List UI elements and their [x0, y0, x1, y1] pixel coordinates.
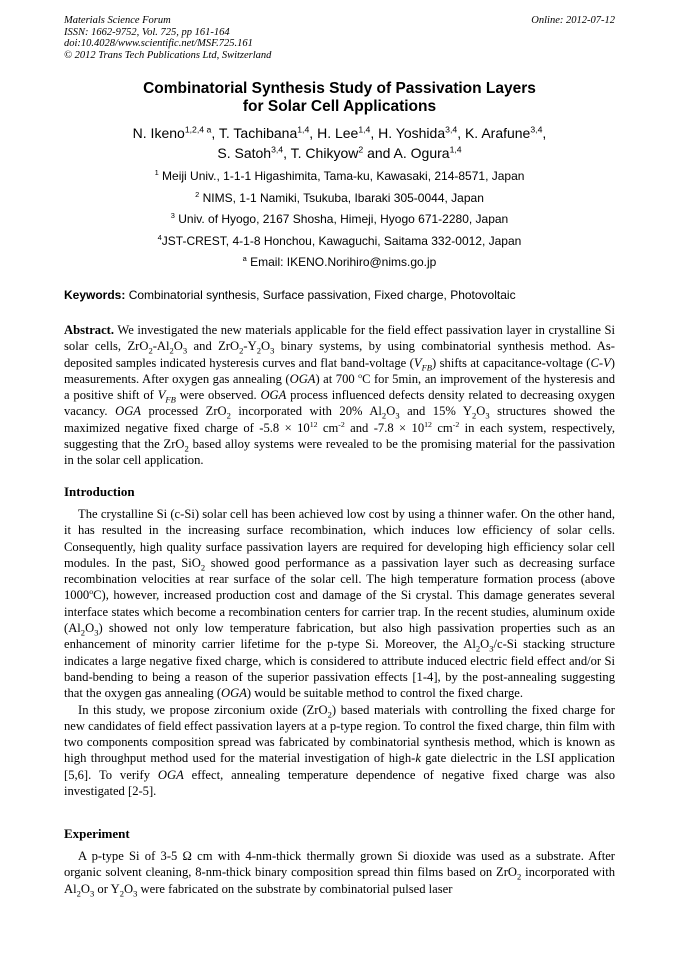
author-line-2: S. Satoh$^{3,4}$, T. Chikyow$^2$ and A. Ogura$^{1,4}$ [217, 143, 462, 161]
body-text: ) showed not only low temperature fabrication, but also high passivation properties such as an enhancement of minority carrier lifetime for the p-type Si. Moreover, the Al [64, 621, 615, 652]
superscript: -2 [452, 419, 460, 429]
subscript: 2 [76, 888, 81, 899]
introduction-paragraph [64, 702, 615, 800]
affiliation-text: NIMS, 1-1 Namiki, Tsukuba, Ibaraki 305-0044, Japan [202, 190, 484, 205]
superscript: o [358, 370, 363, 380]
subscript: 3 [182, 345, 188, 356]
subscript: 2 [148, 345, 153, 356]
affiliation-text: Meiji Univ., 1-1-1 Higashimita, Tama-ku, Kawasaki, 214-8571, Japan [162, 169, 525, 183]
subscript: 2 [381, 411, 387, 421]
subscript: FB [421, 362, 433, 373]
subscript: FB [165, 394, 176, 405]
abstract-text: binary systems, by using combinatorial synthesis method. As-deposited samples indicated hysteresis curves and flat band-voltage ( [64, 339, 615, 370]
abstract-text: were observed. [175, 388, 261, 403]
body-text: In this study, we propose zirconium oxide (ZrO [78, 702, 328, 717]
abstract-label: Abstract. [64, 323, 115, 337]
abstract-text: -Y [243, 339, 257, 354]
introduction-paragraph [64, 506, 615, 702]
italic-term: k [415, 751, 421, 766]
body-text: or Y [94, 881, 120, 896]
body-text: O [123, 881, 134, 896]
subscript: 3 [485, 411, 490, 421]
title-line-2: for Solar Cell Applications [242, 98, 437, 115]
subscript: 3 [395, 411, 400, 421]
keywords-text: Combinatorial synthesis, Surface passivation, Fixed charge, Photovoltaic [128, 288, 516, 302]
subscript: 2 [226, 411, 231, 421]
author-affiliation-marker: 1,4 [449, 143, 462, 154]
affiliation-marker: 1 [154, 168, 159, 177]
subscript: 3 [94, 627, 99, 638]
author-line-1: N. Ikeno$^{1,2,4 a}$, T. Tachibana$^{1,4}$, H. Lee$^{1,4}$, H. Yoshida$^{3,4}$, K. Arafune$^{3,4}$, [132, 124, 547, 141]
abstract-text: incorporated with 20% Al [230, 404, 382, 419]
subscript: 2 [80, 627, 86, 638]
abstract-text: O [260, 339, 271, 354]
copyright-line: © 2012 Trans Tech Publications Ltd, Switzerland [64, 49, 272, 61]
symbol-v: V [157, 388, 166, 403]
abstract-text: cm [431, 420, 453, 435]
italic-term: OGA [221, 686, 247, 701]
affiliation-marker: 3 [170, 211, 175, 220]
subscript: 2 [200, 562, 206, 573]
abstract-text: O [386, 404, 396, 419]
italic-term: OGA [115, 404, 141, 419]
paper-title [64, 80, 615, 116]
body-text: A p-type Si of 3-5 Ω cm with 4-nm-thick thermally grown Si dioxide was used as a substrate. After organic solvent cleaning, 8-nm-thick binary composition spread thin films based on ZrO [64, 849, 615, 880]
experiment-section [64, 848, 615, 897]
body-text: incorporated with Al [64, 865, 615, 896]
online-date: Online: 2012-07-12 [531, 15, 615, 26]
abstract-text: We investigated the new materials applicable for the field effect passivation layer in crystalline Si solar cells, ZrO [64, 323, 615, 354]
author-affiliation-marker: 1,4 [358, 124, 371, 135]
subscript: 2 [169, 345, 174, 356]
abstract-paragraph [64, 322, 615, 469]
affiliation-marker: 2 [195, 189, 200, 199]
abstract-text: processed ZrO [140, 404, 227, 419]
body-text: The crystalline Si (c-Si) solar cell has been achieved low cost by using a thinner wafer. On the other hand, it has resulted in the increasing surface recombination, which induces low efficiency of solar cells. Consequently, high quality surface passivation layers are required for developing high efficiency solar cell modules. In the past, SiO [64, 507, 615, 570]
affiliation-list [64, 166, 615, 274]
author-name: A. Ogura [393, 144, 450, 161]
running-header [64, 15, 615, 61]
author-affiliation-marker: 1,4 [297, 124, 310, 135]
italic-term: OGA [260, 388, 287, 403]
body-text: effect, annealing temperature dependence of negative fixed charge was also investigated [2-5]. [64, 767, 615, 799]
affiliation-marker: 4 [157, 232, 162, 242]
author-affiliation-marker: 3,4 [530, 124, 543, 135]
subscript: 2 [239, 345, 244, 356]
introduction-section [64, 506, 615, 799]
superscript: 12 [309, 419, 318, 429]
doi-line: doi:10.4028/www.scientific.net/MSF.725.161 [64, 38, 253, 49]
abstract-text: and 15% Y [399, 404, 472, 419]
affiliation-item [64, 231, 615, 253]
experiment-paragraph [64, 848, 615, 897]
body-text: ) would be suitable method to control the fixed charge. [246, 686, 523, 701]
subscript: 2 [327, 709, 332, 720]
author-email: Email: IKENO.Norihiro@nims.go.jp [250, 255, 437, 269]
author-name: H. Lee [317, 125, 359, 141]
subscript: 2 [472, 411, 477, 421]
body-text: showed good performance as a passivation layer such as decreasing surface recombination velocities at rear surface of the solar cell. The high temperature formation process (above 1000 [64, 555, 615, 603]
abstract-text: in each system, respectively, suggesting that the ZrO [64, 420, 615, 452]
body-text: C), however, increased production cost and damage of the Si crystal. This damage generates several interface states which become a recombination centers for carrier trap. In the recent studies, aluminum oxide (Al [64, 588, 615, 636]
authors-conjunction: and [367, 144, 391, 161]
abstract-text: and ZrO [187, 339, 240, 354]
abstract-text: cm [317, 420, 339, 435]
body-text: O [80, 881, 90, 896]
body-text: O [480, 637, 490, 652]
abstract-text: structures showed the maximized negative fixed charge of -5.8 × 10 [64, 404, 615, 435]
author-affiliation-marker: 3,4 [445, 124, 458, 135]
author-name: T. Chikyow [290, 144, 359, 161]
superscript: -2 [338, 419, 345, 429]
subscript: 3 [89, 888, 95, 899]
body-text: ) based materials with controlling the fixed charge for new candidates of field effect passivation layers at a p-type region. To control the fixed charge, thin film with two components composition spread was fabricated by combinatorial synthesis method, which is known as high throughput method used for the material investigation of high- [64, 702, 615, 766]
author-name: N. Ikeno [132, 125, 185, 141]
author-name: K. Arafune [464, 125, 531, 141]
affiliation-text: Univ. of Hyogo, 2167 Shosha, Himeji, Hyogo 671-2280, Japan [178, 212, 509, 226]
affiliation-item [64, 209, 615, 231]
abstract-text: process influenced defects density related to decreasing oxygen vacancy. [64, 388, 615, 419]
body-text: /c-Si stacking structure indicates a large negative fixed charge, which is considered to attribute induced electric field effect and/or Si band-bending to being a reason of the superior passivation effects [1-4], by the post-annealing suggesting that the oxygen gas annealing ( [64, 637, 615, 701]
experiment-heading: Experiment [64, 826, 130, 841]
abstract-text: and -7.8 × 10 [344, 420, 425, 435]
subscript: 3 [489, 643, 494, 654]
subscript: 2 [256, 345, 261, 356]
superscript: 12 [424, 419, 432, 429]
journal-name: Materials Science Forum [64, 15, 171, 26]
author-affiliation-marker: 2 [358, 143, 364, 154]
subscript: 2 [475, 643, 481, 654]
author-name: S. Satoh [217, 144, 272, 161]
author-affiliation-marker: 3,4 [271, 143, 284, 154]
keywords [64, 288, 615, 303]
author-name: H. Yoshida [378, 125, 446, 141]
body-text: gate dielectric in the LSI application [5,6]. To verify [64, 751, 615, 782]
affiliation-marker: a [242, 254, 247, 263]
abstract-text: based alloy systems were revealed to be the promising material for the passivation in the solar cell application. [64, 437, 616, 468]
superscript: o [89, 587, 94, 597]
subscript: 3 [133, 888, 138, 899]
abstract-text: ) shifts at capacitance-voltage ( [432, 355, 591, 370]
affiliation-text: JST-CREST, 4-1-8 Honchou, Kawaguchi, Saitama 332-0012, Japan [161, 233, 522, 248]
abstract-text: O [173, 339, 183, 354]
abstract-text: O [476, 404, 486, 419]
italic-term: OGA [157, 767, 184, 782]
abstract-text: ) measurements. After oxygen gas annealing ( [64, 355, 615, 386]
subscript: 3 [270, 345, 275, 356]
italic-term: C-V [590, 355, 611, 370]
email-line [64, 252, 615, 274]
issn-line: ISSN: 1662-9752, Vol. 725, pp 161-164 [64, 26, 230, 38]
italic-term: OGA [289, 371, 316, 386]
subscript: 2 [119, 888, 124, 899]
author-name: T. Tachibana [218, 125, 298, 141]
affiliation-item [64, 188, 615, 210]
symbol-v: V [413, 355, 422, 370]
subscript: 2 [184, 443, 189, 454]
body-text: O [85, 621, 95, 636]
keywords-label: Keywords: [64, 288, 126, 302]
author-affiliation-marker: 1,2,4 a [184, 124, 212, 135]
title-line-1: Combinatorial Synthesis Study of Passivation Layers [143, 80, 536, 97]
body-text: were fabricated on the substrate by combinatorial pulsed laser [137, 881, 453, 896]
affiliation-item [64, 166, 615, 188]
subscript: 2 [517, 871, 522, 882]
author-list [64, 124, 615, 163]
abstract-text: C for 5min, an improvement of the hysteresis and a positive shift of [64, 371, 615, 403]
abstract-text: ) at 700 [315, 371, 359, 386]
abstract-text: -Al [152, 339, 170, 354]
abstract [64, 322, 615, 469]
introduction-heading: Introduction [64, 484, 135, 499]
